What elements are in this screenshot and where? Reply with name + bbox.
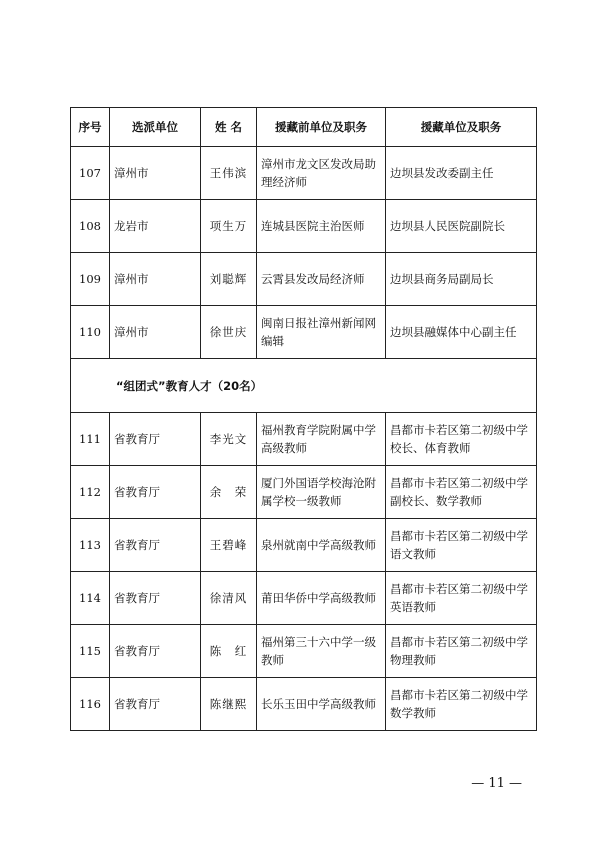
tibet-position-cell: 边坝县融媒体中心副主任 bbox=[386, 306, 537, 359]
serial-cell: 114 bbox=[71, 572, 110, 625]
name-cell: 徐清风 bbox=[201, 572, 257, 625]
previous-position-cell: 长乐玉田中学高级教师 bbox=[257, 678, 386, 731]
unit-cell: 省教育厅 bbox=[110, 413, 201, 466]
tibet-position-cell: 昌都市卡若区第二初级中学副校长、数学教师 bbox=[386, 466, 537, 519]
header-name: 姓 名 bbox=[201, 108, 257, 147]
serial-cell: 109 bbox=[71, 253, 110, 306]
unit-cell: 省教育厅 bbox=[110, 572, 201, 625]
header-tibet-position: 援藏单位及职务 bbox=[386, 108, 537, 147]
previous-position-cell: 漳州市龙文区发改局助理经济师 bbox=[257, 147, 386, 200]
unit-cell: 省教育厅 bbox=[110, 678, 201, 731]
previous-position-cell: 连城县医院主治医师 bbox=[257, 200, 386, 253]
serial-cell: 107 bbox=[71, 147, 110, 200]
tibet-position-cell: 昌都市卡若区第二初级中学物理教师 bbox=[386, 625, 537, 678]
section-title: “组团式”教育人才（20名） bbox=[71, 359, 537, 413]
tibet-position-cell: 边坝县人民医院副院长 bbox=[386, 200, 537, 253]
name-cell: 陈 红 bbox=[201, 625, 257, 678]
name-cell: 徐世庆 bbox=[201, 306, 257, 359]
name-cell: 王伟滨 bbox=[201, 147, 257, 200]
table-row bbox=[71, 147, 537, 200]
table-row bbox=[71, 678, 537, 731]
personnel-table bbox=[70, 107, 537, 731]
unit-cell: 省教育厅 bbox=[110, 466, 201, 519]
header-dispatch-unit: 选派单位 bbox=[110, 108, 201, 147]
serial-cell: 111 bbox=[71, 413, 110, 466]
header-serial: 序号 bbox=[71, 108, 110, 147]
previous-position-cell: 莆田华侨中学高级教师 bbox=[257, 572, 386, 625]
tibet-position-cell: 昌都市卡若区第二初级中学数学教师 bbox=[386, 678, 537, 731]
previous-position-cell: 云霄县发改局经济师 bbox=[257, 253, 386, 306]
tibet-position-cell: 昌都市卡若区第二初级中学语文教师 bbox=[386, 519, 537, 572]
serial-cell: 112 bbox=[71, 466, 110, 519]
section-header-row bbox=[71, 359, 537, 413]
unit-cell: 省教育厅 bbox=[110, 519, 201, 572]
name-cell: 余 荣 bbox=[201, 466, 257, 519]
serial-cell: 115 bbox=[71, 625, 110, 678]
unit-cell: 漳州市 bbox=[110, 147, 201, 200]
previous-position-cell: 福州教育学院附属中学高级教师 bbox=[257, 413, 386, 466]
table-row bbox=[71, 413, 537, 466]
previous-position-cell: 福州第三十六中学一级教师 bbox=[257, 625, 386, 678]
table-row bbox=[71, 200, 537, 253]
table-row bbox=[71, 466, 537, 519]
tibet-position-cell: 边坝县商务局副局长 bbox=[386, 253, 537, 306]
name-cell: 刘聪辉 bbox=[201, 253, 257, 306]
name-cell: 李光文 bbox=[201, 413, 257, 466]
unit-cell: 省教育厅 bbox=[110, 625, 201, 678]
page-number-container bbox=[0, 776, 600, 791]
header-previous-position: 援藏前单位及职务 bbox=[257, 108, 386, 147]
tibet-position-cell: 边坝县发改委副主任 bbox=[386, 147, 537, 200]
previous-position-cell: 泉州就南中学高级教师 bbox=[257, 519, 386, 572]
serial-cell: 116 bbox=[71, 678, 110, 731]
previous-position-cell: 闽南日报社漳州新闻网编辑 bbox=[257, 306, 386, 359]
name-cell: 王碧峰 bbox=[201, 519, 257, 572]
table-row bbox=[71, 625, 537, 678]
serial-cell: 113 bbox=[71, 519, 110, 572]
unit-cell: 漳州市 bbox=[110, 306, 201, 359]
unit-cell: 漳州市 bbox=[110, 253, 201, 306]
tibet-position-cell: 昌都市卡若区第二初级中学英语教师 bbox=[386, 572, 537, 625]
unit-cell: 龙岩市 bbox=[110, 200, 201, 253]
table-row bbox=[71, 572, 537, 625]
table-row bbox=[71, 519, 537, 572]
previous-position-cell: 厦门外国语学校海沧附属学校一级教师 bbox=[257, 466, 386, 519]
page-number: — 11 — bbox=[471, 776, 522, 791]
table-row bbox=[71, 306, 537, 359]
serial-cell: 110 bbox=[71, 306, 110, 359]
name-cell: 陈继熙 bbox=[201, 678, 257, 731]
table-header-row bbox=[71, 108, 537, 147]
tibet-position-cell: 昌都市卡若区第二初级中学校长、体育教师 bbox=[386, 413, 537, 466]
name-cell: 项生万 bbox=[201, 200, 257, 253]
table-row bbox=[71, 253, 537, 306]
serial-cell: 108 bbox=[71, 200, 110, 253]
